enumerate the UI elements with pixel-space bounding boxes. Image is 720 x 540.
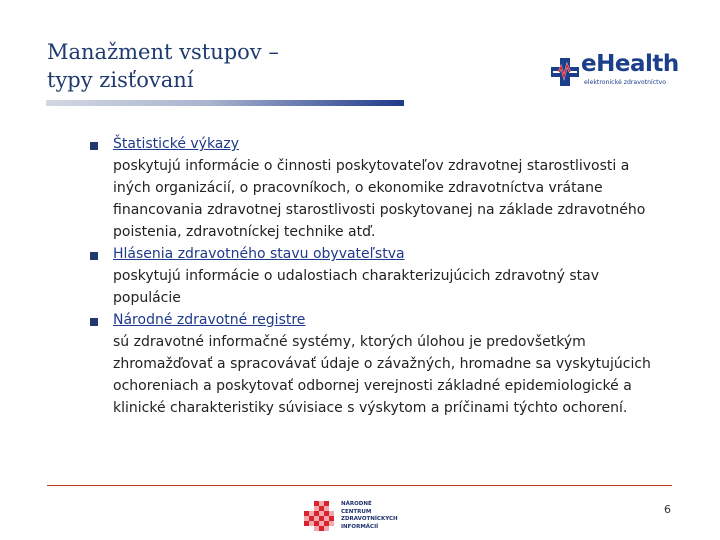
page-number: 6 xyxy=(664,503,671,516)
list-item xyxy=(90,133,670,243)
square-bullet-icon xyxy=(90,318,98,326)
item-heading-link[interactable]: Štatistické výkazy xyxy=(113,136,240,152)
square-bullet-icon xyxy=(90,252,98,260)
item-description: poskytujú informácie o udalostiach charakterizujúcich zdravotný stav populácie xyxy=(113,268,600,306)
nczi-name xyxy=(341,501,398,531)
bullet-list xyxy=(90,133,670,419)
slide-title-line-2: typy zisťovaní xyxy=(47,68,194,92)
nczi-name-line-2: CENTRUM xyxy=(341,508,372,515)
nczi-name-line-4: INFORMÁCIÍ xyxy=(341,523,379,530)
slide-title xyxy=(47,38,427,94)
medical-cross-icon xyxy=(550,57,580,87)
title-underline xyxy=(46,100,404,106)
nczi-name-line-1: NÁRODNÉ xyxy=(341,501,372,507)
ehealth-logo xyxy=(548,51,679,94)
item-description: poskytujú informácie o činnosti poskytovateľov zdravotnej starostlivosti a iných organizácií, o pracovníkoch, o ekonomike zdravotníctva vrátane financovania zdravotnej starostlivosti poskytovanej na základe zdravotného poistenia, zdravotníckej technike atď. xyxy=(113,158,646,240)
item-heading-link[interactable]: Národné zdravotné registre xyxy=(113,312,306,328)
item-heading-link[interactable]: Hlásenia zdravotného stavu obyvateľstva xyxy=(113,246,405,262)
footer-divider xyxy=(47,485,672,486)
nczi-name-line-3: ZDRAVOTNÍCKYCH xyxy=(341,516,398,523)
checkered-cross-icon xyxy=(303,500,337,534)
list-item xyxy=(90,243,670,309)
nczi-logo xyxy=(303,500,403,536)
list-item xyxy=(90,309,670,419)
item-description: sú zdravotné informačné systémy, ktorých úlohou je predovšetkým zhromažďovať a spracovávať údaje o závažných, hromadne sa vyskytujúcich ochoreniach a poskytovať odbornej verejnosti základné epidemiologické a klinické charakteristiky súvisiace s výskytom a príčinami týchto ochorení. xyxy=(113,334,651,416)
logo-wordmark: eHealth xyxy=(581,51,679,77)
slide-title-line-1: Manažment vstupov – xyxy=(47,40,279,64)
square-bullet-icon xyxy=(90,142,98,150)
logo-subtitle: elektronické zdravotníctvo xyxy=(584,79,667,86)
